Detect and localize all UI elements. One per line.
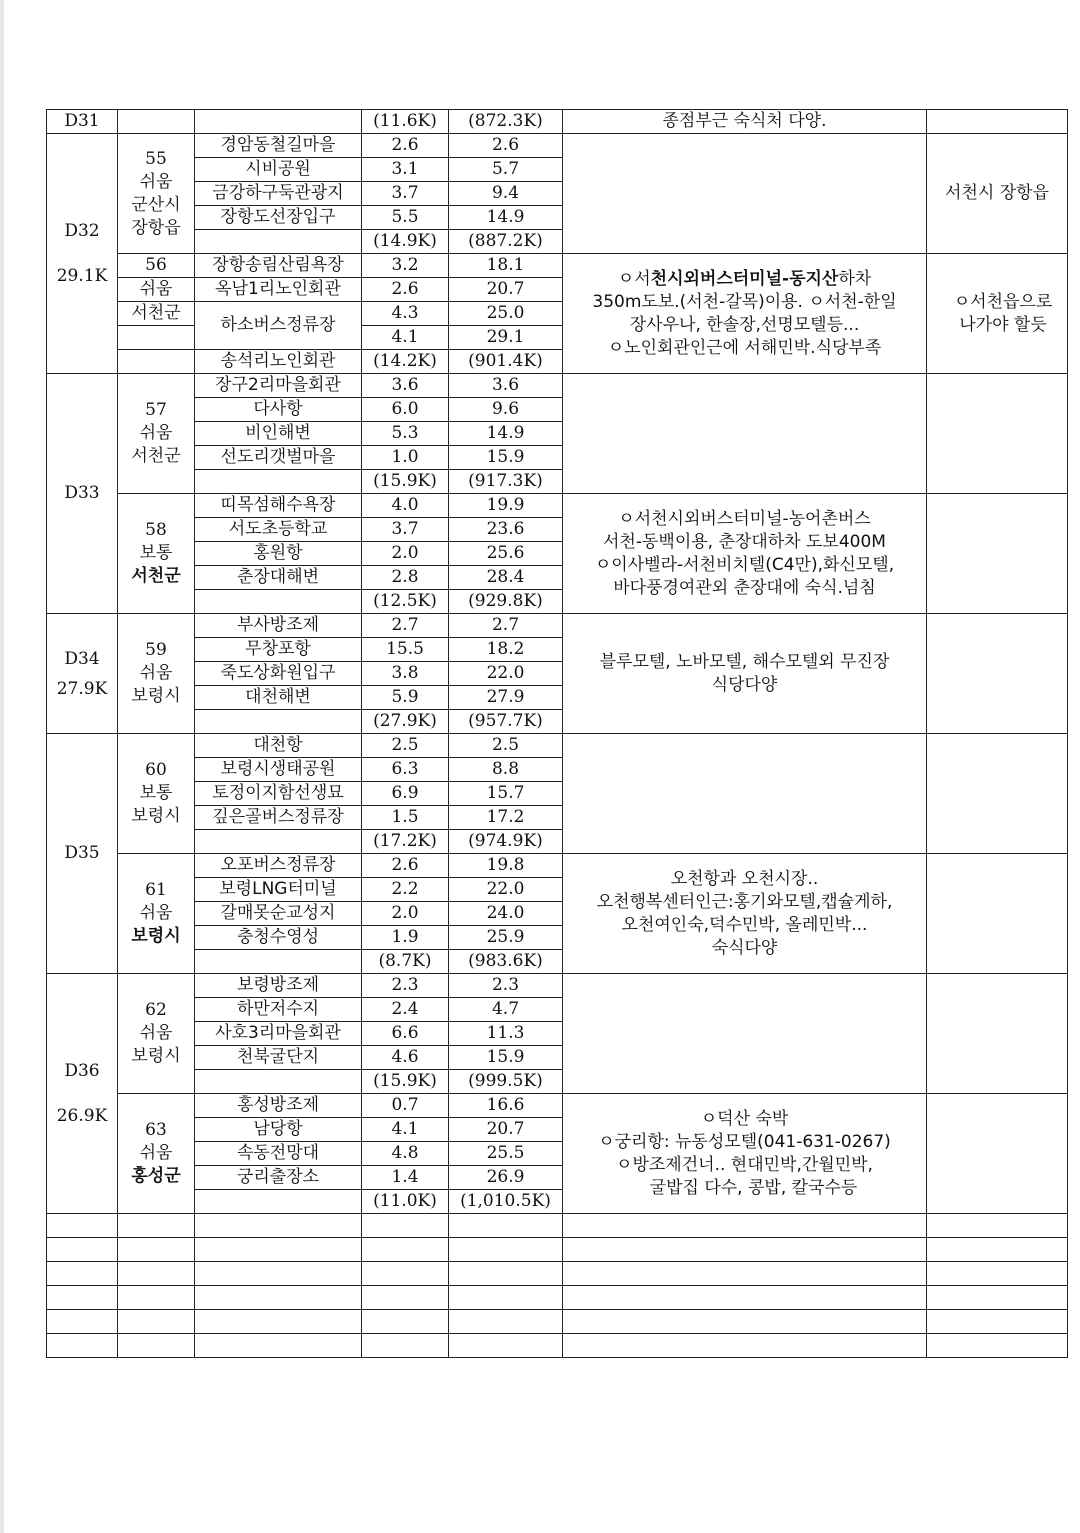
empty-row — [47, 1286, 1068, 1310]
table-cell: 서천군 — [118, 302, 195, 326]
table-cell: 1.4 — [362, 1166, 449, 1190]
day-cell: D31 — [47, 110, 118, 134]
day-cell: D33 — [47, 374, 118, 614]
table-cell: 홍원항 — [195, 542, 362, 566]
table-cell: 14.9 — [449, 206, 563, 230]
table-cell: 죽도상화원입구 — [195, 662, 362, 686]
table-cell — [118, 1238, 195, 1262]
table-cell: 18.2 — [449, 638, 563, 662]
table-cell — [927, 110, 1068, 134]
table-cell: (15.9K) — [362, 470, 449, 494]
table-cell: 오포버스정류장 — [195, 854, 362, 878]
table-cell: 2.0 — [362, 902, 449, 926]
table-cell — [927, 974, 1068, 1094]
table-cell — [563, 974, 927, 1094]
table-cell: 춘장대해변 — [195, 566, 362, 590]
table-cell — [362, 1238, 449, 1262]
table-cell — [195, 1214, 362, 1238]
table-cell — [362, 1310, 449, 1334]
table-row — [47, 854, 1068, 878]
table-cell: 4.6 — [362, 1046, 449, 1070]
table-row — [47, 974, 1068, 998]
table-cell — [563, 1262, 927, 1286]
table-cell: 갈매못순교성지 — [195, 902, 362, 926]
table-cell — [449, 1310, 563, 1334]
table-cell — [118, 1286, 195, 1310]
table-cell: 19.8 — [449, 854, 563, 878]
table-cell — [195, 110, 362, 134]
table-cell: 남당항 — [195, 1118, 362, 1142]
table-cell: 6.9 — [362, 782, 449, 806]
table-cell: 3.2 — [362, 254, 449, 278]
table-cell — [927, 1262, 1068, 1286]
waypoint: 경암동철길마을 — [195, 134, 362, 158]
lodging-note: ㅇ덕산 숙박 ㅇ궁리항: 뉴동성모텔(041-631-0267) ㅇ방조제건너.. 현대민박,간월민박, 굴밥집 다수, 콩밥, 칼국수등 — [563, 1094, 927, 1214]
table-cell: 4.1 — [362, 1118, 449, 1142]
table-row — [47, 494, 1068, 518]
table-cell — [449, 1334, 563, 1358]
table-cell: 1.5 — [362, 806, 449, 830]
table-cell: 3.8 — [362, 662, 449, 686]
table-cell: 22.0 — [449, 878, 563, 902]
table-cell: 보령시생태공원 — [195, 758, 362, 782]
table-cell: 15.7 — [449, 782, 563, 806]
table-cell: 하소버스정류장 — [195, 302, 362, 350]
table-cell — [449, 1286, 563, 1310]
table-cell: 3.1 — [362, 158, 449, 182]
table-cell: 궁리출장소 — [195, 1166, 362, 1190]
table-cell: 25.9 — [449, 926, 563, 950]
table-cell — [563, 374, 927, 494]
table-cell — [47, 1262, 118, 1286]
cumulative-km: 2.6 — [449, 134, 563, 158]
table-cell — [195, 710, 362, 734]
table-cell: 3.7 — [362, 518, 449, 542]
table-cell: 선도리갯벌마을 — [195, 446, 362, 470]
table-cell — [927, 1310, 1068, 1334]
cumulative-km: (872.3K) — [449, 110, 563, 134]
table-cell: 25.0 — [449, 302, 563, 326]
table-cell: 9.6 — [449, 398, 563, 422]
table-cell: 장항송림산림욕장 — [195, 254, 362, 278]
subtotal-km: (11.6K) — [362, 110, 449, 134]
table-cell: 11.3 — [449, 1022, 563, 1046]
table-cell: 6.0 — [362, 398, 449, 422]
leg-cell: 61 쉬움 보령시 — [118, 854, 195, 974]
leg-cell: 55 쉬움 군산시 장항읍 — [118, 134, 195, 254]
table-cell: 15.5 — [362, 638, 449, 662]
day-distance: 26.9K — [56, 1105, 108, 1126]
table-cell: 부사방조제 — [195, 614, 362, 638]
table-cell — [195, 590, 362, 614]
table-cell: (27.9K) — [362, 710, 449, 734]
table-cell: 4.8 — [362, 1142, 449, 1166]
table-cell: 서도초등학교 — [195, 518, 362, 542]
table-cell: 3.6 — [362, 374, 449, 398]
table-cell — [47, 1286, 118, 1310]
table-cell — [362, 1214, 449, 1238]
table-cell — [927, 734, 1068, 854]
table-cell: 0.7 — [362, 1094, 449, 1118]
table-cell — [195, 1286, 362, 1310]
lodging-note: 오천항과 오천시장.. 오천행복센터인근:홍기와모텔,캡슐게하, 오천여인숙,덕수민박, 올레민박... 숙식다양 — [563, 854, 927, 974]
table-cell — [195, 830, 362, 854]
table-cell: 1.9 — [362, 926, 449, 950]
table-cell: 3.7 — [362, 182, 449, 206]
table-cell: (999.5K) — [449, 1070, 563, 1094]
table-cell — [927, 1238, 1068, 1262]
table-cell: 2.4 — [362, 998, 449, 1022]
table-cell: (917.3K) — [449, 470, 563, 494]
table-cell — [563, 1214, 927, 1238]
table-cell: 시비공원 — [195, 158, 362, 182]
stay-note: 서천시 장항읍 — [927, 134, 1068, 254]
table-cell: 27.9 — [449, 686, 563, 710]
table-row — [47, 614, 1068, 638]
table-cell: 장구2리마을회관 — [195, 374, 362, 398]
table-cell — [449, 1238, 563, 1262]
table-cell: (957.7K) — [449, 710, 563, 734]
table-cell: 15.9 — [449, 446, 563, 470]
table-cell — [927, 374, 1068, 494]
table-cell — [195, 1262, 362, 1286]
table-cell — [362, 1262, 449, 1286]
day-cell: D36 26.9K — [47, 974, 118, 1214]
table-cell — [118, 326, 195, 350]
table-cell: (8.7K) — [362, 950, 449, 974]
table-cell: 4.1 — [362, 326, 449, 350]
table-cell: 5.3 — [362, 422, 449, 446]
table-cell: 2.3 — [449, 974, 563, 998]
table-cell: 2.7 — [362, 614, 449, 638]
table-row — [47, 134, 1068, 158]
table-cell: 2.5 — [449, 734, 563, 758]
table-cell — [927, 614, 1068, 734]
table-cell: 6.6 — [362, 1022, 449, 1046]
empty-row — [47, 1310, 1068, 1334]
table-cell: (974.9K) — [449, 830, 563, 854]
empty-row — [47, 1214, 1068, 1238]
table-cell — [362, 1286, 449, 1310]
table-cell: (901.4K) — [449, 350, 563, 374]
table-cell: 홍성방조제 — [195, 1094, 362, 1118]
table-cell — [927, 1094, 1068, 1214]
table-cell: 깊은골버스정류장 — [195, 806, 362, 830]
table-cell: 대천해변 — [195, 686, 362, 710]
table-cell: 14.9 — [449, 422, 563, 446]
table-cell — [47, 1214, 118, 1238]
table-cell: (887.2K) — [449, 230, 563, 254]
table-cell: (15.9K) — [362, 1070, 449, 1094]
table-cell: 1.0 — [362, 446, 449, 470]
table-cell — [449, 1262, 563, 1286]
day-cell: D32 29.1K — [47, 134, 118, 374]
table-cell: 4.3 — [362, 302, 449, 326]
table-cell: 옥남1리노인회관 — [195, 278, 362, 302]
table-cell: 5.5 — [362, 206, 449, 230]
table-cell: 18.1 — [449, 254, 563, 278]
table-cell: 비인해변 — [195, 422, 362, 446]
table-cell: 천북굴단지 — [195, 1046, 362, 1070]
table-cell: 장항도선장입구 — [195, 206, 362, 230]
table-row — [47, 254, 1068, 278]
leg-cell: 58 보통 서천군 — [118, 494, 195, 614]
table-cell — [563, 734, 927, 854]
table-cell: 24.0 — [449, 902, 563, 926]
table-cell: (983.6K) — [449, 950, 563, 974]
table-cell — [563, 1286, 927, 1310]
table-cell: 무창포항 — [195, 638, 362, 662]
table-cell: 2.0 — [362, 542, 449, 566]
table-cell — [195, 1334, 362, 1358]
table-row — [47, 374, 1068, 398]
table-cell — [118, 1310, 195, 1334]
table-cell: (14.2K) — [362, 350, 449, 374]
table-cell: 5.9 — [362, 686, 449, 710]
table-cell: 15.9 — [449, 1046, 563, 1070]
table-cell: (11.0K) — [362, 1190, 449, 1214]
leg-cell: 60 보통 보령시 — [118, 734, 195, 854]
leg-cell: 62 쉬움 보령시 — [118, 974, 195, 1094]
table-cell — [195, 1310, 362, 1334]
table-cell — [927, 854, 1068, 974]
table-cell — [927, 494, 1068, 614]
table-row — [47, 110, 1068, 134]
table-cell — [563, 1238, 927, 1262]
table-cell: 하만저수지 — [195, 998, 362, 1022]
table-cell: 띠목섬해수욕장 — [195, 494, 362, 518]
empty-row — [47, 1334, 1068, 1358]
table-cell: 토정이지함선생묘 — [195, 782, 362, 806]
table-cell: 3.6 — [449, 374, 563, 398]
table-cell: 16.6 — [449, 1094, 563, 1118]
table-cell — [927, 1286, 1068, 1310]
table-cell: 사호3리마을회관 — [195, 1022, 362, 1046]
table-cell — [563, 134, 927, 254]
table-cell — [449, 1214, 563, 1238]
table-cell — [927, 1214, 1068, 1238]
table-cell — [195, 1238, 362, 1262]
table-cell: 다사항 — [195, 398, 362, 422]
table-cell — [47, 1310, 118, 1334]
itinerary-table — [46, 109, 1068, 1358]
table-row — [47, 734, 1068, 758]
table-cell — [563, 1310, 927, 1334]
table-cell: 25.6 — [449, 542, 563, 566]
leg-cell: 57 쉬움 서천군 — [118, 374, 195, 494]
table-cell: 26.9 — [449, 1166, 563, 1190]
table-cell — [927, 1334, 1068, 1358]
leg-cell: 63 쉬움 홍성군 — [118, 1094, 195, 1214]
table-cell: 2.8 — [362, 566, 449, 590]
table-cell: 2.6 — [362, 854, 449, 878]
table-cell — [195, 1190, 362, 1214]
leg-num: 56 — [118, 254, 195, 278]
table-cell — [195, 950, 362, 974]
table-cell: 20.7 — [449, 1118, 563, 1142]
table-cell: (14.9K) — [362, 230, 449, 254]
table-cell: 2.7 — [449, 614, 563, 638]
day-cell: D34 27.9K — [47, 614, 118, 734]
leg-cell: 59 쉬움 보령시 — [118, 614, 195, 734]
table-cell — [195, 470, 362, 494]
table-row — [47, 1094, 1068, 1118]
table-cell: 4.0 — [362, 494, 449, 518]
segment-km: 2.6 — [362, 134, 449, 158]
table-cell: 충청수영성 — [195, 926, 362, 950]
table-cell — [195, 1070, 362, 1094]
table-cell: 2.3 — [362, 974, 449, 998]
stay-note: ㅇ서천읍으로 나가야 할듯 — [927, 254, 1068, 374]
day-distance: 29.1K — [56, 265, 108, 286]
table-cell: 2.5 — [362, 734, 449, 758]
table-cell: 쉬움 — [118, 278, 195, 302]
table-cell: (929.8K) — [449, 590, 563, 614]
table-cell — [118, 110, 195, 134]
table-cell: 8.8 — [449, 758, 563, 782]
table-cell — [195, 230, 362, 254]
table-cell: 6.3 — [362, 758, 449, 782]
table-cell — [118, 1262, 195, 1286]
lodging-note: 블루모텔, 노바모텔, 해수모텔외 무진장 식당다양 — [563, 614, 927, 734]
table-cell: 금강하구둑관광지 — [195, 182, 362, 206]
table-cell: 9.4 — [449, 182, 563, 206]
table-cell — [118, 350, 195, 374]
table-cell: 대천항 — [195, 734, 362, 758]
table-cell: 29.1 — [449, 326, 563, 350]
table-cell: 보령LNG터미널 — [195, 878, 362, 902]
table-cell: 2.2 — [362, 878, 449, 902]
empty-row — [47, 1262, 1068, 1286]
table-cell: 2.6 — [362, 278, 449, 302]
day-cell: D35 — [47, 734, 118, 974]
table-cell: (12.5K) — [362, 590, 449, 614]
table-cell: 22.0 — [449, 662, 563, 686]
table-cell: 4.7 — [449, 998, 563, 1022]
table-cell: 20.7 — [449, 278, 563, 302]
table-cell: 송석리노인회관 — [195, 350, 362, 374]
table-cell: 23.6 — [449, 518, 563, 542]
table-cell — [563, 1334, 927, 1358]
empty-row — [47, 1238, 1068, 1262]
table-cell — [47, 1334, 118, 1358]
table-cell: 25.5 — [449, 1142, 563, 1166]
table-cell: 속동전망대 — [195, 1142, 362, 1166]
table-cell — [47, 1238, 118, 1262]
table-cell — [118, 1214, 195, 1238]
table-cell: 5.7 — [449, 158, 563, 182]
table-cell: 17.2 — [449, 806, 563, 830]
table-cell: (1,010.5K) — [449, 1190, 563, 1214]
table-cell: 28.4 — [449, 566, 563, 590]
table-cell: (17.2K) — [362, 830, 449, 854]
lodging-note: 종점부근 숙식처 다양. — [563, 110, 927, 134]
table-cell — [118, 1334, 195, 1358]
lodging-note: ㅇ서천시외버스터미널-농어촌버스 서천-동백이용, 춘장대하차 도보400M ㅇ이사벨라-서천비치텔(C4만),화신모텔, 바다풍경여관외 춘장대에 숙식.넘침 — [563, 494, 927, 614]
page-edge — [0, 0, 4, 1533]
table-cell: 19.9 — [449, 494, 563, 518]
table-cell — [362, 1334, 449, 1358]
lodging-note: ㅇ서천시외버스터미널-동지산하차 350m도보.(서천-갈목)이용. ㅇ서천-한일 장사우나, 한솔장,선명모텔등... ㅇ노인회관인근에 서해민박.식당부족 — [563, 254, 927, 374]
table-cell: 보령방조제 — [195, 974, 362, 998]
